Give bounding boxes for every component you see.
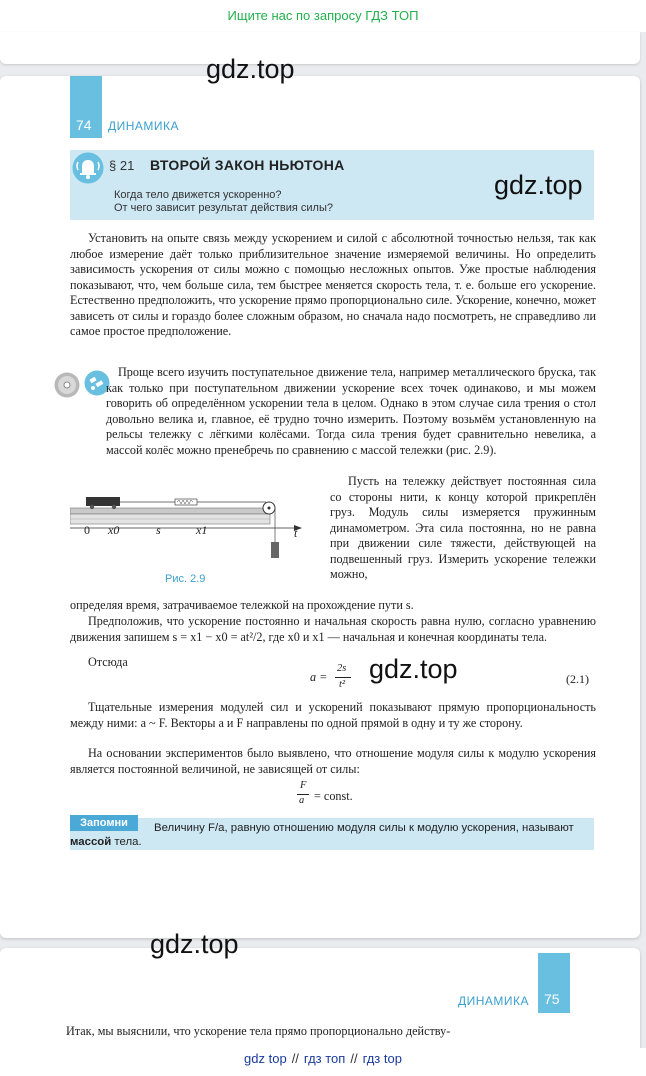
remember-text: Величину F/a, равную отношению модуля силы к модулю ускорения, называют массой тела. xyxy=(70,822,574,848)
body-paragraph-5: Тщательные измерения модулей сил и ускорений показывают прямую пропорциональность между ними: a ~ F. Векторы a и F направлены по одной прямой в одну и ту же сторону. xyxy=(70,700,596,730)
watermark: gdz.top xyxy=(206,54,295,84)
section-name: ДИНАМИКА xyxy=(108,119,180,133)
watermark: gdz.top xyxy=(494,170,583,200)
body-paragraph-3: Пусть на тележку действует постоянная сила со стороны нити, к концу которой прикреплён груз. Модуль силы измеряется пружинным динамометром. Эта сила постоянна, но не равна при движении силе тяжести, действующей на подвешенный груз. Измерить ускорение тележки можно, xyxy=(330,474,596,581)
figure-2-9 xyxy=(70,490,310,570)
formula-denominator: t² xyxy=(339,679,346,690)
body-otsyuda: Отсюда xyxy=(88,655,128,669)
formula-numerator: 2s xyxy=(337,663,347,674)
figure-label-s: s xyxy=(156,523,161,537)
remember-tag: Запомни xyxy=(70,815,138,831)
figure-label-x1: x1 xyxy=(196,523,208,537)
top-banner[interactable] xyxy=(0,0,646,32)
body-paragraph-6: На основании экспериментов было выявлено, что отношение модуля силы к модулю ускорения является постоянной величиной, не зависящей от силы: xyxy=(70,746,596,776)
body-paragraph-2: Проще всего изучить поступательное движение тела, например металлического бруска, так как только при поступательном движении ускорение всех точек одинаково, и мы можем говорить об определённом ускорении тела в целом. Однако в этом случае сила трения о стол довольно велика и, главное, её трудно точно измерить. Поэтому возьмём установленную на рельсы тележку с лёгкими колёсами. Тогда сила трения будет сравнительно невелика, а массой колёс можно пренебречь по сравнению с массой тележки (рис. 2.9). xyxy=(106,365,596,457)
previous-page-card xyxy=(0,32,640,64)
section-name-right: ДИНАМИКА xyxy=(458,994,530,1008)
body-paragraph-1: Установить на опыте связь между ускорением и силой с абсолютной точностью нельзя, так как любое измерение даёт только приблизительное значение измеряемой величины. Но определить зависимость ускорения от силы можно с помощью несложных опытов. Уже простые наблюдения показывают, что, чем больше сила, тем быстрее меняется скорость тела, т. е. больше его ускорение. Естественно предположить, что ускорение прямо пропорционально силе. Ускорение, конечно, может зависеть от силы и гораздо более сложным образом, но сначала надо посмотреть, не справедливо ли самое простое предположение. xyxy=(70,231,596,338)
formula-number: (2.1) xyxy=(566,672,589,686)
watermark: gdz.top xyxy=(369,654,458,684)
disc-icon[interactable] xyxy=(54,372,80,398)
paragraph-number: § 21 xyxy=(109,158,135,173)
const-denominator: a xyxy=(299,795,305,806)
bell-icon xyxy=(72,152,104,184)
paragraph-title: ВТОРОЙ ЗАКОН НЬЮТОНА xyxy=(150,157,345,173)
figure-label-x0: x0 xyxy=(108,523,120,537)
link-gdz-top-ru[interactable]: гдз топ xyxy=(303,1051,346,1066)
figure-caption: Рис. 2.9 xyxy=(165,573,206,585)
figure-label-zero: 0 xyxy=(84,523,90,537)
question-1: Когда тело движется ускоренно? xyxy=(114,189,282,201)
page-number: 74 xyxy=(76,117,92,133)
question-2: От чего зависит результат действия силы? xyxy=(114,202,333,214)
bottom-links: gdz top // гдз топ // гдз top xyxy=(0,1048,646,1076)
body-paragraph-4: Предположив, что ускорение постоянно и начальная скорость равна нулю, согласно уравнению движения запишем s = x1 − x0 = at²/2, где x0 и x1 — начальная и конечная координаты тела. xyxy=(70,614,596,644)
const-numerator: F xyxy=(300,780,307,791)
page-75-text: Итак, мы выяснили, что ускорение тела прямо пропорционально действу- xyxy=(66,1024,451,1038)
formula-fraction-bar xyxy=(335,677,351,678)
figure-label-t: t xyxy=(294,526,298,540)
remember-bold-term: массой xyxy=(70,836,112,848)
top-banner-text[interactable]: Ищите нас по запросу ГДЗ ТОП xyxy=(227,8,419,23)
formula-lhs: a = xyxy=(310,670,328,684)
watermark: gdz.top xyxy=(150,929,239,959)
body-paragraph-3-cont: определяя время, затрачиваемое тележкой на прохождение пути s. xyxy=(70,598,414,612)
link-gdz-top-mixed[interactable]: гдз top xyxy=(362,1051,402,1066)
const-rhs: = const. xyxy=(314,789,353,803)
page-number-right: 75 xyxy=(544,991,560,1007)
link-gdz-top[interactable]: gdz top xyxy=(244,1051,287,1066)
